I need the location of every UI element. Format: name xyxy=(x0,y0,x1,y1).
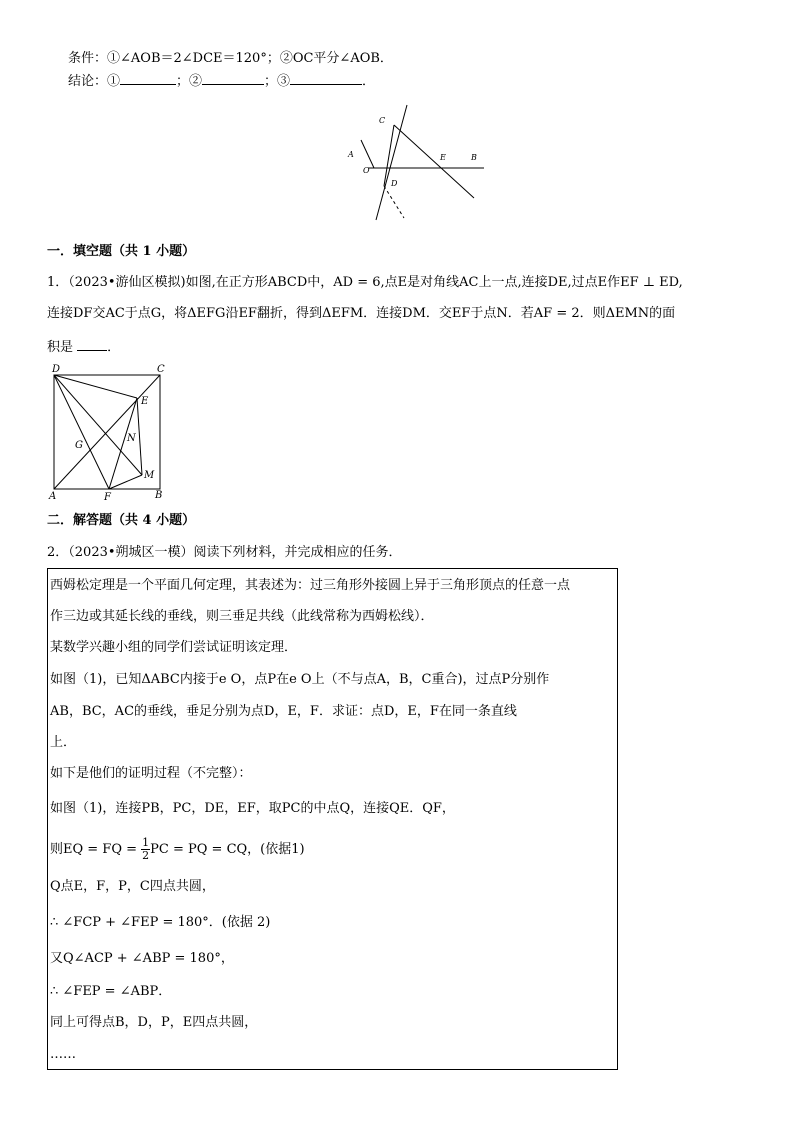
label-o: O xyxy=(363,166,370,175)
box-line-6: 上． xyxy=(50,735,77,750)
box-line-10: Q点E，F，P，C四点共圆， xyxy=(50,879,215,894)
conclusion-prefix: 结论：① xyxy=(68,74,121,89)
separator-1: ；② xyxy=(176,74,203,89)
label-sq-n: N xyxy=(127,433,136,444)
box-line-12: 又Q∠ACP + ∠ABP = 180°， xyxy=(50,951,234,966)
separator-2: ；③ xyxy=(264,74,291,89)
box-line-14: 同上可得点B，D，P，E四点共圆， xyxy=(50,1015,258,1030)
label-sq-e: E xyxy=(141,396,149,407)
section-1-heading: 一．填空题（共 1 小题） xyxy=(47,244,196,259)
label-sq-a: A xyxy=(49,491,57,502)
question-1-area-text: 积是 xyxy=(47,340,74,355)
line-cd xyxy=(384,125,394,186)
fraction-numerator: 1 xyxy=(142,836,150,849)
fraction-denominator: 2 xyxy=(142,849,150,862)
box-line-1: 西姆松定理是一个平面几何定理，其表述为：过三角形外接圆上异于三角形顶点的任意一点 xyxy=(50,578,571,593)
label-a: A xyxy=(348,150,354,159)
box-line-13: ∴ ∠FEP = ∠ABP． xyxy=(50,984,172,999)
box-line-2: 作三边或其延长线的垂线，则三垂足共线（此线常称为西姆松线）． xyxy=(50,609,434,624)
box-line-7: 如下是他们的证明过程（不完整）： xyxy=(50,766,252,781)
label-sq-c: C xyxy=(157,364,165,375)
box-line-11: ∴ ∠FCP + ∠FEP = 180°．(依据 2) xyxy=(50,915,271,930)
line-fm xyxy=(109,475,142,489)
answer-blank-1[interactable] xyxy=(120,72,176,85)
ray-oa-line xyxy=(361,140,374,168)
conditions-line: 条件：①∠AOB＝2∠DCE＝120°；②OC平分∠AOB． xyxy=(68,51,393,66)
label-sq-m: M xyxy=(144,470,155,481)
label-e: E xyxy=(440,153,446,162)
fraction-half xyxy=(141,837,150,862)
label-d: D xyxy=(391,179,398,188)
line-df xyxy=(54,375,109,489)
angle-figure xyxy=(340,100,500,225)
label-sq-b: B xyxy=(155,490,163,501)
question-1-line-1: 1．（2023•游仙区模拟)如图,在正方形ABCD中，AD = 6,点E是对角线AC上一点,连接DE,过点E作EF ⊥ ED, xyxy=(47,275,683,290)
line-em xyxy=(137,398,142,475)
dashed-extension xyxy=(384,186,404,218)
square-figure xyxy=(44,358,172,503)
box-line-3: 某数学兴趣小组的同学们尝试证明该定理． xyxy=(50,640,298,655)
question-2-intro: 2．（2023•朔城区一模）阅读下列材料，并完成相应的任务． xyxy=(47,545,402,560)
box-line-9 xyxy=(50,835,305,865)
label-c: C xyxy=(379,116,386,125)
line-de xyxy=(54,375,137,398)
box-line-5: AB，BC，AC的垂线，垂足分别为点D，E，F．求证：点D，E，F在同一条直线 xyxy=(50,704,517,719)
label-sq-f: F xyxy=(104,492,111,503)
question-1-line-2: 连接DF交AC于点G，将ΔEFG沿EF翻折，得到ΔEFM．连接DM．交EF于点N．若AF = 2．则ΔEMN的面 xyxy=(47,306,676,321)
end-mark: ． xyxy=(362,74,376,89)
box-line-9-suffix: PC = PQ = CQ，(依据1) xyxy=(150,842,305,857)
question-1-end: ． xyxy=(107,340,121,355)
box-line-8: 如图（1)，连接PB，PC，DE，EF，取PC的中点Q，连接QE．QF， xyxy=(50,801,455,816)
box-line-4: 如图（1)，已知ΔABC内接于e O，点P在e O上（不与点A，B，C重合)，过点P分别作 xyxy=(50,672,550,687)
answer-blank-3[interactable] xyxy=(290,72,362,85)
answer-blank-area[interactable] xyxy=(77,338,107,351)
box-line-9-prefix: 则EQ = FQ = xyxy=(50,842,138,857)
section-2-heading: 二．解答题（共 4 小题） xyxy=(47,513,196,528)
label-b: B xyxy=(471,153,477,162)
label-sq-d: D xyxy=(52,364,61,375)
answer-blank-2[interactable] xyxy=(202,72,264,85)
conclusion-line xyxy=(68,72,375,91)
label-sq-g: G xyxy=(75,440,83,451)
line-ce xyxy=(394,125,474,198)
box-line-15: …… xyxy=(50,1047,76,1062)
question-1-line-3 xyxy=(47,338,120,357)
